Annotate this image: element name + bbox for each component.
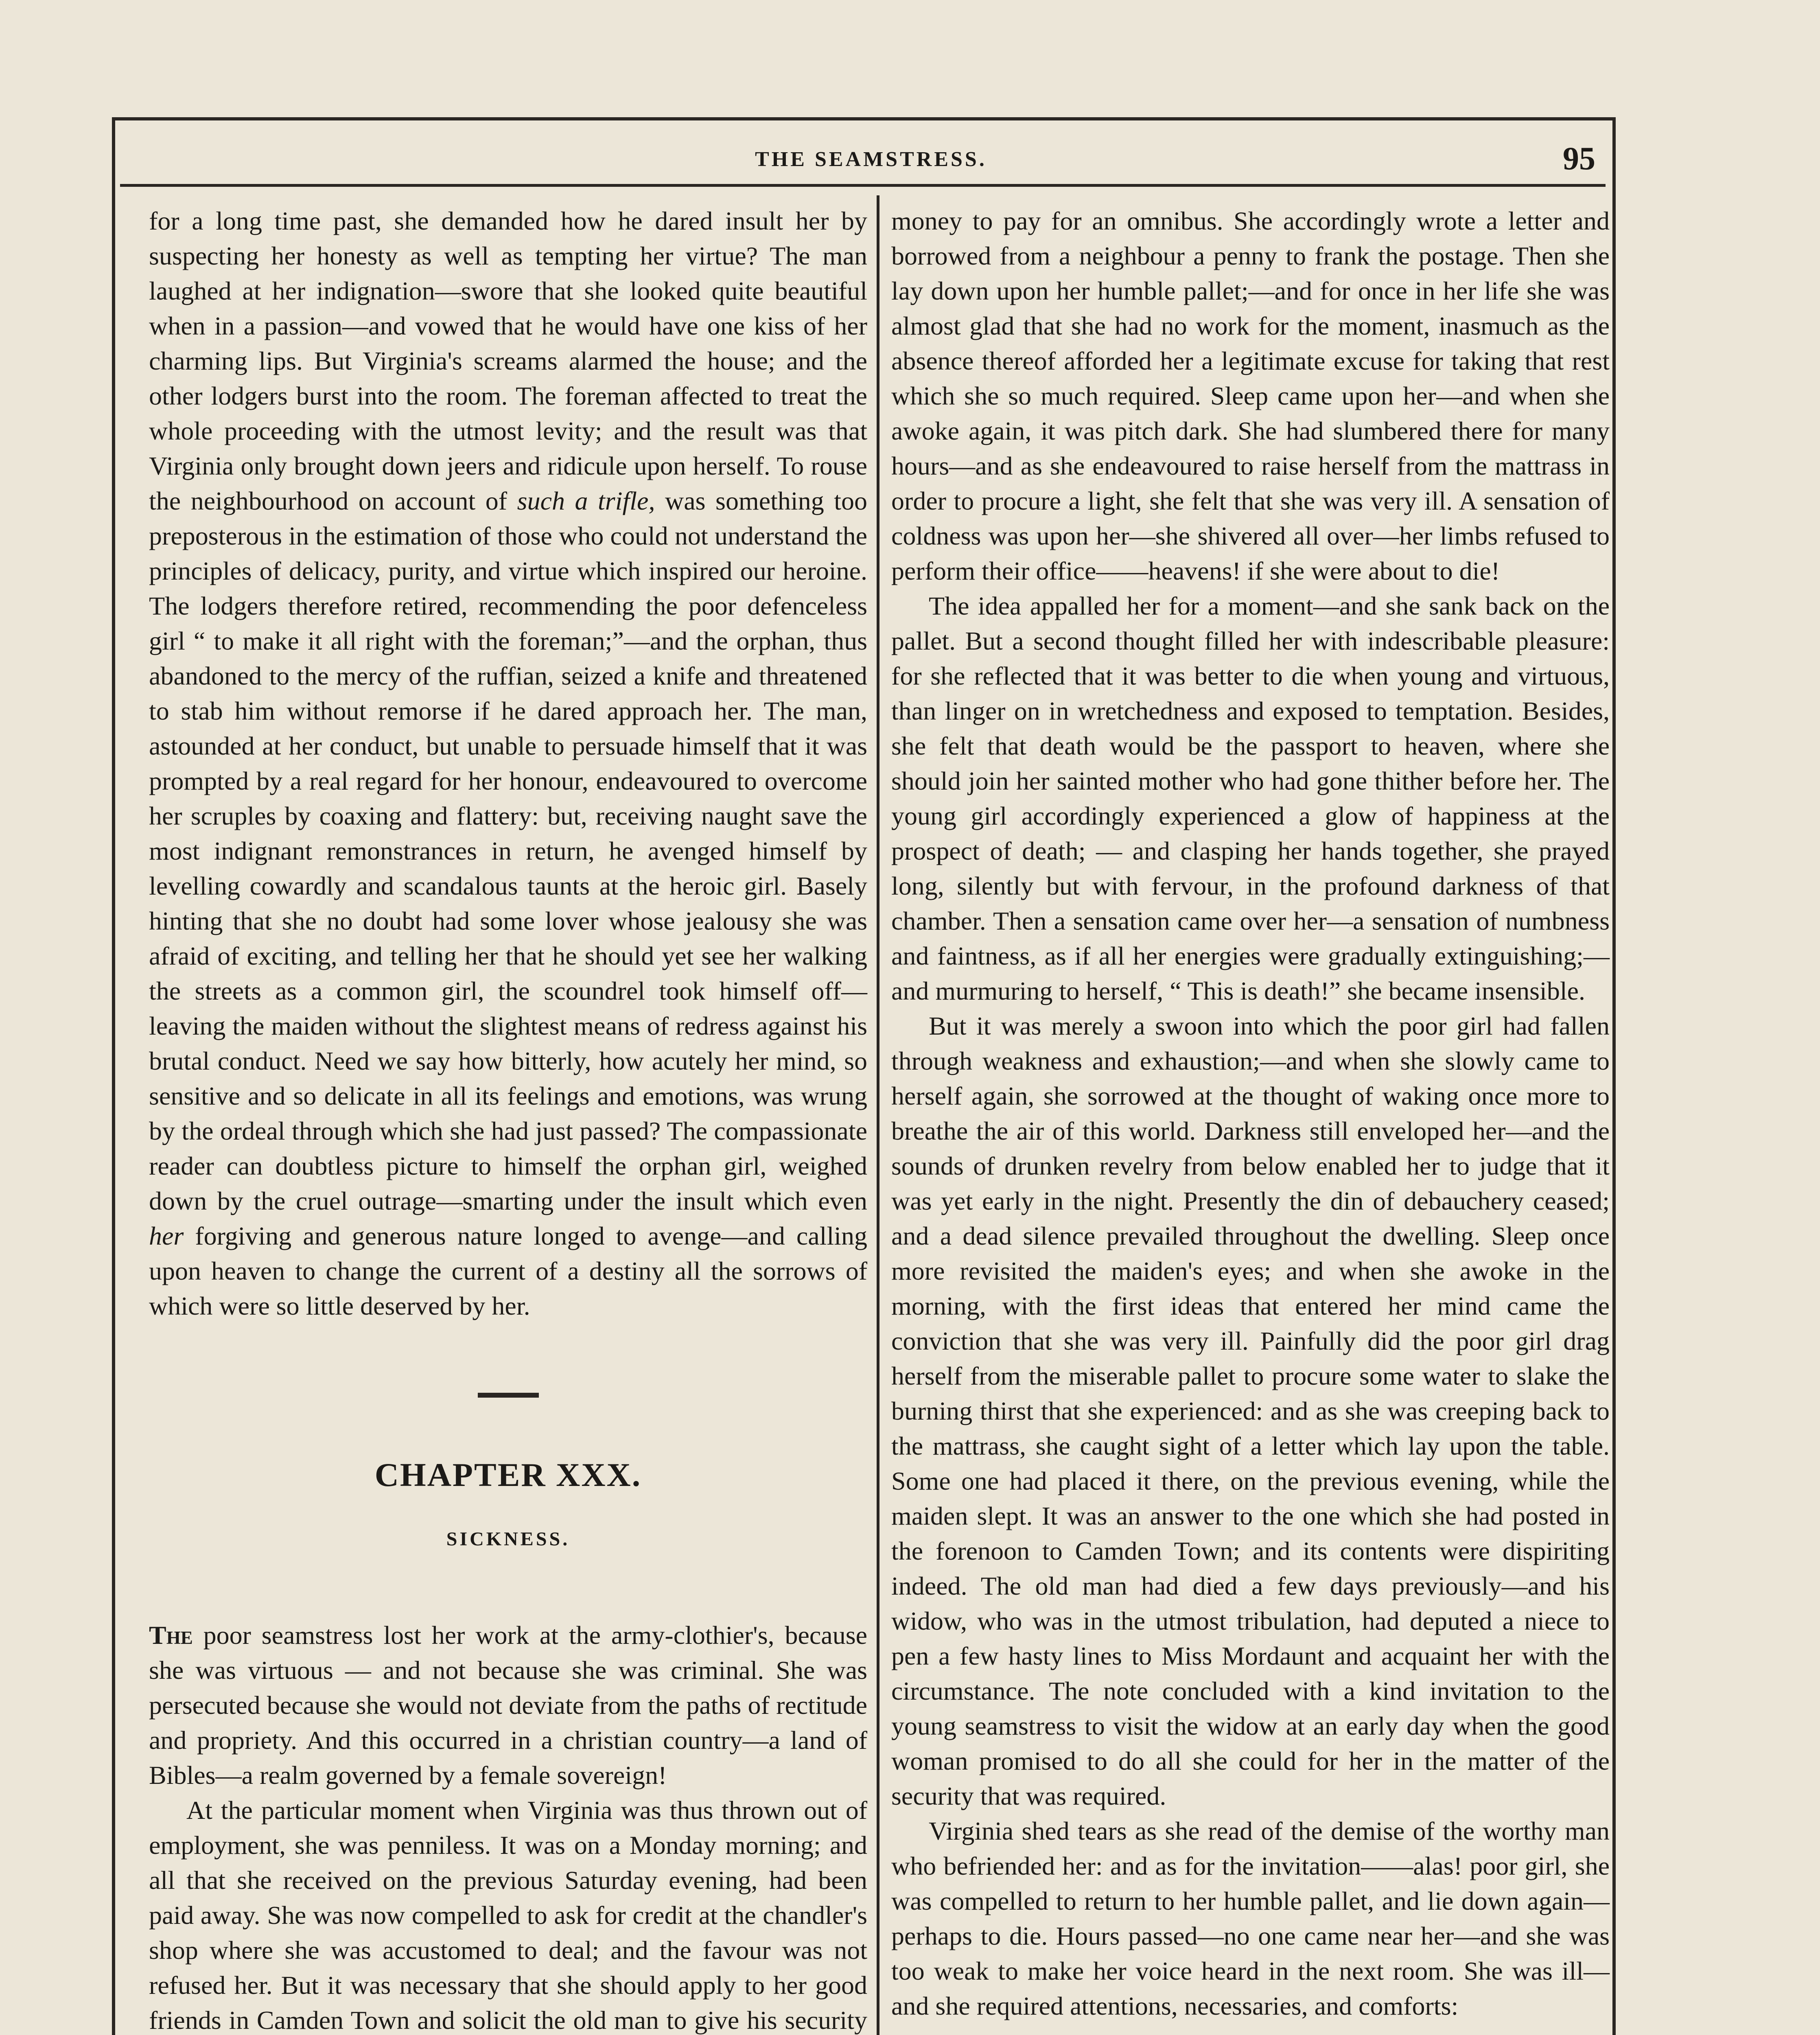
- chapter-subtitle: SICKNESS.: [446, 1528, 570, 1550]
- column-divider: [877, 195, 879, 2035]
- page-number: 95: [1563, 141, 1595, 177]
- paragraph: At the particular moment when Virginia was thus thrown out of employment, she was penniless. It was on a Monday morning; and all that she received on the previous Saturday evening, had been paid away. She was now compelled to ask for credit at the chandler's shop where she was accustomed to deal; and the favour was not refused her. But it was necessary that she should apply to her good friends in Camden Town and solicit the old man to give his security: [149, 1796, 867, 2035]
- header-rule: [120, 184, 1606, 187]
- emphasis-text: her: [149, 1221, 184, 1250]
- paragraph: [149, 204, 867, 1324]
- page-header: [147, 138, 1595, 191]
- paragraph-text: for a long time past, she demanded how he dared insult her by suspecting her honesty as well as tempting her virtue? The man laughed at her indignation—swore that she looked quite beautiful when in a passion—and vowed that he would have one kiss of her charming lips. But Virginia's screams alarmed the house; and the other lodgers burst into the room. The foreman affected to treat the whole proceeding with the utmost levity; and the result was that Virginia only brought down jeers and ridicule upon herself. To rouse the neighbourhood on account of: [149, 206, 867, 515]
- left-column: [149, 204, 867, 2035]
- paragraph: money to pay for an omnibus. She accordingly wrote a letter and borrowed from a neighbour a penny to frank the postage. Then she lay down upon her humble pallet;—and for once in her life she was almost glad that she had no work for the moment, inasmuch as the absence thereof afforded her a legitimate excuse for taking that rest which she so much required. Sleep came upon her—and when she awoke again, it was pitch dark. She had slumbered there for many hours—and as she endeavoured to raise herself from the mattrass in order to procure a light, she felt that she was very ill. A sensation of coldness was upon her—she shivered all over—her limbs refused to perform their office——heavens! if she were about to die!: [891, 206, 1610, 585]
- chapter-title: CHAPTER XXX.: [374, 1456, 642, 1493]
- paragraph: [149, 1618, 867, 1793]
- paragraph-text: forgiving and generous nature longed to avenge—and calling upon heaven to change the current of a destiny all the sorrows of which were so little deserved by her.: [149, 1221, 868, 1320]
- right-column: [891, 204, 1610, 2024]
- running-head: THE SEAMSTRESS.: [755, 148, 987, 171]
- paragraph: Virginia shed tears as she read of the demise of the worthy man who befriended her: and as for the invitation——alas! poor girl, she was compelled to return to her humble pallet, and lie down again—perhaps to die. Hours passed—no one came near her—and she was too weak to make her voice heard in the next room. She was ill—and she required attentions, necessaries, and comforts:: [891, 1816, 1610, 2020]
- chapter-separator-rule: [478, 1393, 539, 1398]
- paragraph: The idea appalled her for a moment—and she sank back on the pallet. But a second thought filled her with indescribable pleasure: for she reflected that it was better to die when young and virtuous, than linger on in wretchedness and exposed to temptation. Besides, she felt that death would be the passport to heaven, where she should join her sainted mother who had gone thither before her. The young girl accordingly experienced a glow of happiness at the prospect of death; — and clasping her hands together, she prayed long, silently but with fervour, in the profound darkness of that chamber. Then a sensation came over her—a sensation of numbness and faintness, as if all her energies were gradually extinguishing;—and murmuring to herself, “ This is death!” she became insensible.: [891, 591, 1610, 1005]
- paragraph-text: poor seamstress lost her work at the army-clothier's, because she was virtuous — and not because she was criminal. She was persecuted because she would not deviate from the paths of rectitude and propriety. And this occurred in a christian country—a land of Bibles—a realm governed by a female sovereign!: [149, 1621, 868, 1790]
- lead-word: The: [149, 1621, 193, 1650]
- emphasis-text: such a trifle,: [517, 486, 655, 515]
- paragraph: But it was merely a swoon into which the poor girl had fallen through weakness and exhaustion;—and when she slowly came to herself again, she sorrowed at the thought of waking once more to breathe the air of this world. Darkness still enveloped her—and the sounds of drunken revelry from below enabled her to judge that it was yet early in the night. Presently the din of debauchery ceased; and a dead silence prevailed throughout the dwelling. Sleep once more revisited the maiden's eyes; and when she awoke in the morning, with the first ideas that entered her mind came the conviction that she was very ill. Painfully did the poor girl drag herself from the miserable pallet to procure some water to slake the burning thirst that she experienced: and as she was creeping back to the mattrass, she caught sight of a letter which lay upon the table. Some one had placed it there, on the previous evening, while the maiden slept. It was an answer to the one which she had posted in the forenoon to Camden Town; and its contents were dispiriting indeed. The old man had died a few days previously—and his widow, who was in the utmost tribulation, had deputed a niece to pen a few hasty lines to Miss Mordaunt and acquaint her with the circumstance. The note concluded with a kind invitation to the young seamstress to visit the widow at an early day when the good woman promised to do all she could for her in the matter of the security that was required.: [891, 1011, 1610, 1810]
- paragraph-text: was something too preposterous in the estimation of those who could not understand the principles of delicacy, purity, and virtue which inspired our heroine. The lodgers therefore retired, recommending the poor defenceless girl “ to make it all right with the foreman;”—and the orphan, thus abandoned to the mercy of the ruffian, seized a knife and threatened to stab him without remorse if he dared approach her. The man, astounded at her conduct, but unable to persuade himself that it was prompted by a real regard for her honour, endeavoured to overcome her scruples by coaxing and flattery: but, receiving naught save the most indignant remonstrances in return, he avenged himself by levelling cowardly and scandalous taunts at the heroic girl. Basely hinting that she no doubt had some lover whose jealousy she was afraid of exciting, and telling her that he should yet see her walking the streets as a common girl, the scoundrel took himself off—leaving the maiden without the slightest means of redress against his brutal conduct. Need we say how bitterly, how acutely her mind, so sensitive and so delicate in all its feelings and emotions, was wrung by the ordeal through which she had just passed? The compassionate reader can doubtless picture to himself the orphan girl, weighed down by the cruel outrage—smarting under the insult which even: [149, 486, 868, 1215]
